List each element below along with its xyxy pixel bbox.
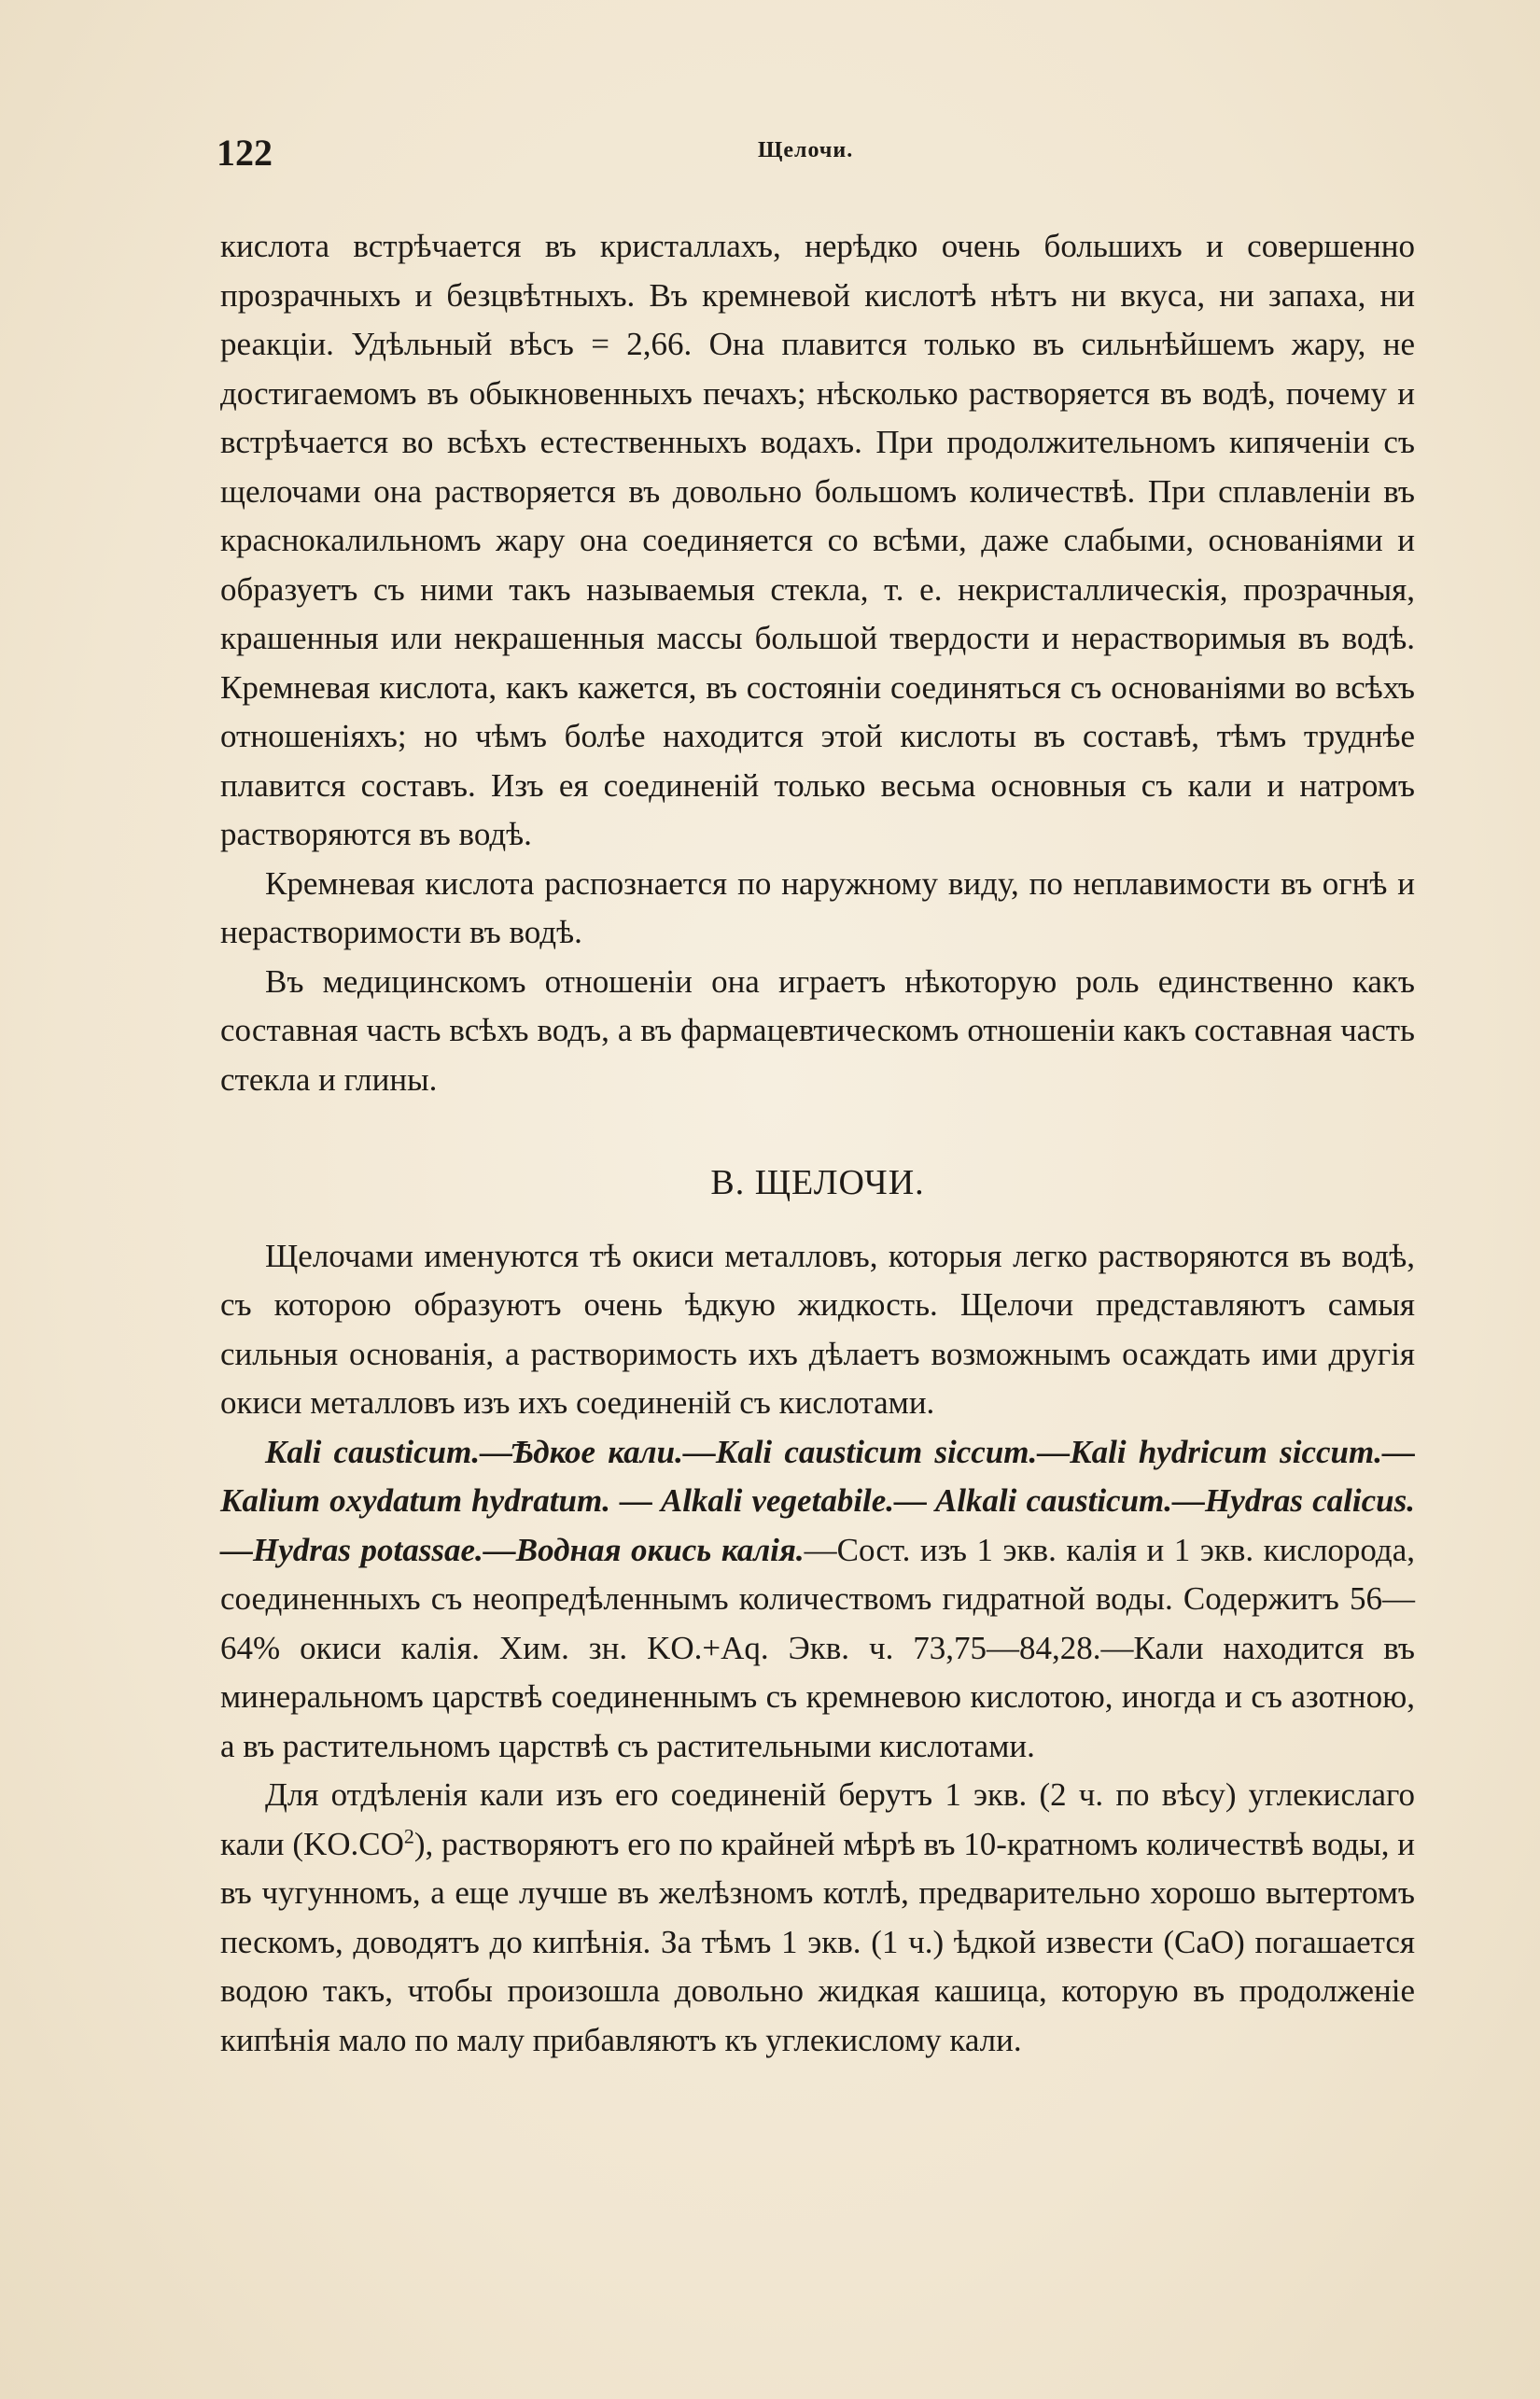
paragraph-silica-properties: кислота встрѣчается въ кристаллахъ, нерѣдко очень большихъ и совершенно прозрачныхъ и безцвѣтныхъ. Въ кремневой кислотѣ нѣтъ ни вкуса, ни запаха, ни реакціи. Удѣльный вѣсъ = 2,66. Она плавится только въ сильнѣйшемъ жару, не достигаемомъ въ обыкновенныхъ печахъ; нѣсколько растворяется въ водѣ, почему и встрѣчается во всѣхъ естественныхъ водахъ. При продолжительномъ кипяченіи съ щелочами она растворяется въ довольно большомъ количествѣ. При сплавленіи въ краснокалильномъ жару она соединяется со всѣми, даже слабыми, основаніями и образуетъ съ ними такъ называемыя стекла, т. е. некристаллическія, прозрачныя, крашенныя или некрашенныя массы большой твердости и нерастворимыя въ водѣ. Кремневая кислота, какъ кажется, въ состояніи соединяться съ основаніями во всѣхъ отношеніяхъ; но чѣмъ болѣе находится этой кислоты въ составѣ, тѣмъ труднѣе плавится составъ. Изъ ея соединеній только весьма основныя съ кали и натромъ растворяются въ водѣ. [220,228,1415,852]
kali-description: —Сост. изъ 1 экв. калія и 1 экв. кислорода, соединенныхъ съ неопредѣленнымъ количествомъ гидратной воды. Содержитъ 56—64% окиси калія. Хим. зн. KO.+Aq. Экв. ч. 73,75—84,28.—Кали находится въ минеральномъ царствѣ соединеннымъ съ кремневою кислотою, иногда и съ азотною, а въ растительномъ царствѣ съ растительными кислотами. [220,1531,1416,1764]
paragraph-silica-recognition: Кремневая кислота распознается по наружному виду, по неплавимости въ огнѣ и нерастворимости въ водѣ. [220,864,1415,950]
page-body [220,222,1415,2065]
paragraph-alkalis-definition: Щелочами именуются тѣ окиси металловъ, которыя легко растворяются въ водѣ, съ которою образуютъ очень ѣдкую жидкость. Щелочи представляютъ самыя сильныя основанія, а растворимость ихъ дѣлаетъ возможнымъ осаждать ими другія окиси металловъ изъ ихъ соединеній съ кислотами. [220,1237,1415,1421]
preparation-text-part2: ), растворяютъ его по крайней мѣрѣ въ 10-кратномъ количествѣ воды, и въ чугунномъ, а еще лучше въ желѣзномъ котлѣ, предварительно хорошо вытертомъ пескомъ, доводятъ до кипѣнія. За тѣмъ 1 экв. (1 ч.) ѣдкой извести (CaO) погашается водою такъ, чтобы произошла довольно жидкая кашица, которую въ продолженіе кипѣнія мало по малу прибавляютъ къ углекислому кали. [220,1825,1415,2058]
superscript: 2 [403,1823,414,1847]
section-heading: В. ЩЕЛОЧИ. [710,1163,925,1202]
paragraph-kali-preparation [220,1771,1415,2065]
page-number: 122 [217,132,273,174]
preparation-text-part1: Для отдѣленія кали изъ его соединеній берутъ 1 экв. (2 ч. по вѣсу) углекислаго кали (KO.CO [220,1776,1415,1862]
paragraph-kali-causticum [220,1428,1415,1772]
page-header [217,131,1430,177]
kali-synonyms: Kali causticum.—Ѣдкое кали.—Kali causticum siccum.—Kali hydricum siccum.—Kalium oxydatum hydratum. — Alkali vegetabile.— Alkali causticum.—Hydras calicus.—Hydras potassae.—Водная окись калія. [220,1433,1415,1568]
running-title: Щелочи. [758,138,854,162]
paragraph-silica-medical: Въ медицинскомъ отношеніи она играетъ нѣкоторую роль единственно какъ составная часть всѣхъ водъ, а въ фармацевтическомъ отношеніи какъ составная часть стекла и глины. [220,962,1415,1098]
